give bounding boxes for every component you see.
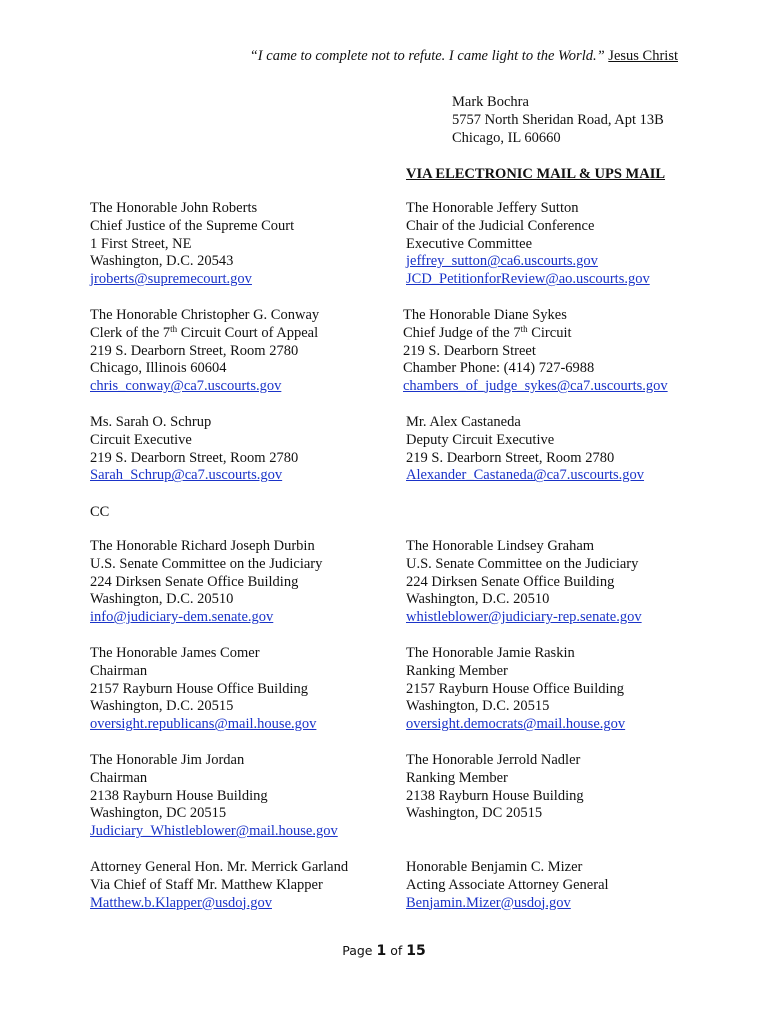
page-total: 15	[406, 943, 426, 959]
recipient-sutton	[406, 200, 650, 289]
cc-street: 224 Dirksen Senate Office Building	[90, 573, 299, 590]
recipient-email-link[interactable]: Sarah_Schrup@ca7.uscourts.gov	[90, 467, 283, 484]
cc-name: The Honorable Jerrold Nadler	[406, 752, 581, 768]
cc-city: Washington, D.C. 20515	[406, 698, 550, 715]
recipient-city: Chicago, Illinois 60604	[90, 360, 227, 377]
cc-email-link[interactable]: whistleblower@judiciary-rep.senate.gov	[406, 609, 642, 626]
cc-name: The Honorable James Comer	[90, 645, 260, 661]
recipient-castaneda	[406, 414, 644, 485]
recipient-name: The Honorable Jeffery Sutton	[406, 200, 579, 216]
recipient-conway	[90, 307, 319, 396]
page-word: Page	[342, 943, 373, 958]
cc-label: CC	[90, 504, 110, 520]
cc-city: Washington, D.C. 20510	[406, 591, 550, 608]
cc-mizer	[406, 859, 609, 912]
recipient-email-link-2[interactable]: JCD_PetitionforReview@ao.uscourts.gov	[406, 271, 650, 288]
page-footer	[0, 941, 768, 961]
recipient-roberts	[90, 200, 294, 289]
title-text: Clerk of the 7	[90, 324, 171, 341]
recipient-street: 219 S. Dearborn Street, Room 2780	[90, 342, 299, 359]
cc-street: 2157 Rayburn House Office Building	[406, 680, 625, 697]
recipient-email-link[interactable]: chambers_of_judge_sykes@ca7.uscourts.gov	[403, 378, 668, 395]
cc-title: Chairman	[90, 662, 148, 679]
recipient-email-link[interactable]: Alexander_Castaneda@ca7.uscourts.gov	[406, 467, 645, 484]
cc-city: Washington, D.C. 20510	[90, 591, 234, 608]
title-text-rest: Circuit Court of Appeal	[177, 324, 319, 341]
recipient-sykes	[403, 307, 668, 396]
cc-email-link[interactable]: info@judiciary-dem.senate.gov	[90, 609, 274, 626]
epigraph-text: “I came to complete not to refute. I came light to the World.”	[249, 48, 605, 64]
cc-title: Acting Associate Attorney General	[406, 876, 609, 893]
sender-city: Chicago, IL 60660	[452, 130, 561, 146]
cc-jordan	[90, 752, 338, 841]
cc-title: Ranking Member	[406, 769, 508, 786]
recipient-title	[403, 325, 668, 343]
title-text: Chief Judge of the 7	[403, 324, 521, 341]
recipient-street: 219 S. Dearborn Street, Room 2780	[406, 449, 615, 466]
delivery-method: VIA ELECTRONIC MAIL & UPS MAIL	[406, 166, 666, 182]
cc-email-link[interactable]: oversight.democrats@mail.house.gov	[406, 716, 626, 733]
cc-name: The Honorable Lindsey Graham	[406, 538, 595, 554]
cc-nadler	[406, 752, 584, 823]
epigraph	[250, 46, 678, 66]
recipient-title	[90, 325, 319, 343]
recipient-name: The Honorable Diane Sykes	[403, 307, 567, 323]
sender-street: 5757 North Sheridan Road, Apt 13B	[452, 112, 664, 128]
epigraph-author: Jesus Christ	[608, 48, 678, 64]
cc-title: Chairman	[90, 769, 148, 786]
cc-email-link[interactable]: oversight.republicans@mail.house.gov	[90, 716, 317, 733]
recipient-name: The Honorable Christopher G. Conway	[90, 307, 320, 323]
cc-garland	[90, 859, 348, 912]
cc-city: Washington, D.C. 20515	[90, 698, 234, 715]
cc-name: Attorney General Hon. Mr. Merrick Garland	[90, 859, 349, 875]
recipient-title: Circuit Executive	[90, 431, 192, 448]
recipient-street: 219 S. Dearborn Street	[403, 342, 536, 359]
recipient-street: 219 S. Dearborn Street, Room 2780	[90, 449, 299, 466]
of-word: of	[390, 943, 403, 958]
cc-city: Washington, DC 20515	[406, 805, 543, 822]
cc-name: The Honorable Richard Joseph Durbin	[90, 538, 315, 554]
cc-name: Honorable Benjamin C. Mizer	[406, 859, 583, 875]
recipient-schrup	[90, 414, 298, 485]
cc-title: Ranking Member	[406, 662, 508, 679]
cc-title: Via Chief of Staff Mr. Matthew Klapper	[90, 876, 323, 893]
cc-city: Washington, DC 20515	[90, 805, 227, 822]
cc-name: The Honorable Jim Jordan	[90, 752, 245, 768]
cc-name: The Honorable Jamie Raskin	[406, 645, 575, 661]
recipient-phone: Chamber Phone: (414) 727-6988	[403, 360, 595, 377]
recipient-city: Washington, D.C. 20543	[90, 253, 234, 270]
recipient-name: Ms. Sarah O. Schrup	[90, 414, 212, 430]
recipient-email-link[interactable]: jroberts@supremecourt.gov	[90, 271, 252, 288]
page-number: 1	[376, 943, 387, 959]
cc-comer	[90, 645, 316, 734]
recipient-name: Mr. Alex Castaneda	[406, 414, 521, 430]
recipient-title: Deputy Circuit Executive	[406, 431, 555, 448]
cc-graham	[406, 538, 642, 627]
recipient-title: Chair of the Judicial Conference	[406, 217, 595, 234]
cc-street: 2138 Rayburn House Building	[90, 787, 268, 804]
ordinal-suffix: th	[520, 323, 528, 334]
cc-raskin	[406, 645, 625, 734]
cc-durbin	[90, 538, 322, 627]
recipient-title-2: Executive Committee	[406, 235, 533, 252]
recipient-email-link[interactable]: jeffrey_sutton@ca6.uscourts.gov	[406, 253, 598, 270]
cc-street: 2157 Rayburn House Office Building	[90, 680, 309, 697]
sender-name: Mark Bochra	[452, 94, 529, 110]
recipient-email-link[interactable]: chris_conway@ca7.uscourts.gov	[90, 378, 282, 395]
recipient-street: 1 First Street, NE	[90, 235, 192, 252]
cc-email-link[interactable]: Benjamin.Mizer@usdoj.gov	[406, 894, 571, 911]
cc-street: 224 Dirksen Senate Office Building	[406, 573, 615, 590]
title-text-rest: Circuit	[527, 324, 572, 341]
ordinal-suffix: th	[170, 323, 178, 334]
recipient-title: Chief Justice of the Supreme Court	[90, 217, 295, 234]
cc-title: U.S. Senate Committee on the Judiciary	[90, 555, 323, 572]
cc-email-link[interactable]: Matthew.b.Klapper@usdoj.gov	[90, 894, 272, 911]
cc-email-link[interactable]: Judiciary_Whistleblower@mail.house.gov	[90, 823, 338, 840]
recipient-name: The Honorable John Roberts	[90, 200, 258, 216]
cc-title: U.S. Senate Committee on the Judiciary	[406, 555, 639, 572]
cc-street: 2138 Rayburn House Building	[406, 787, 584, 804]
sender-address	[452, 93, 664, 147]
